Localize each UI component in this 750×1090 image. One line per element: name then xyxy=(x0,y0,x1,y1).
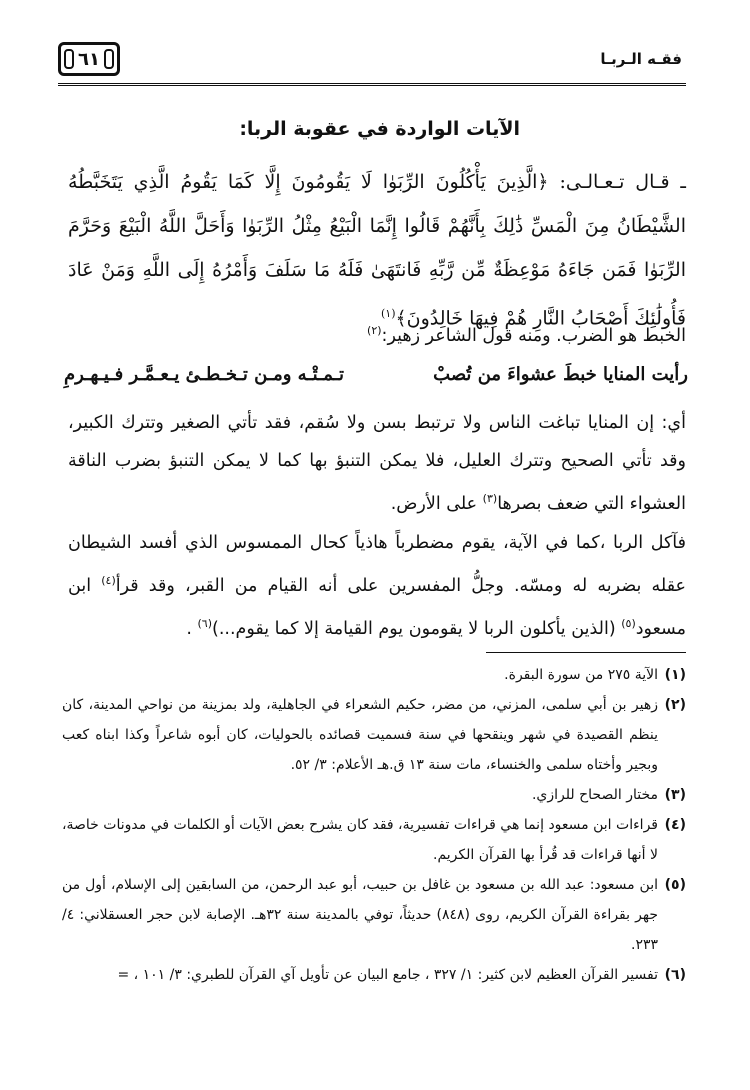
definition-text: الخبط هو الضرب. ومنه قول الشاعر زهير: xyxy=(381,325,686,346)
poem-verse xyxy=(64,364,688,385)
footnote-number: (٤) xyxy=(664,817,686,833)
footnote-number: (٦) xyxy=(664,967,686,983)
footnote-ref-2: (٢) xyxy=(367,324,382,337)
footnote-number: (٣) xyxy=(664,787,686,803)
footnote-item xyxy=(62,870,686,960)
section-heading: الآيات الواردة في عقوبة الربا: xyxy=(239,118,520,140)
explanation-paragraph xyxy=(68,404,686,523)
poem-first-hemistich: رأيت المنايا خبطَ عشواءَ من تُصبْ xyxy=(433,364,688,385)
footnote-ref-6: (٦) xyxy=(197,616,212,630)
footnote-text: تفسير القرآن العظيم لابن كثير: ١/ ٣٢٧ ، جامع البيان عن تأويل آي القرآن للطبري: ٣/ ١٠١ ، = xyxy=(117,967,658,983)
footnote-number: (٥) xyxy=(664,877,686,893)
footnote-item xyxy=(62,690,686,780)
footnote-text: قراءات ابن مسعود إنما هي قراءات تفسيرية، فقد كان يشرح بعض الآيات أو الكلمات في مدونات خاصة، لا أنها قراءات قد قُرأ بها القرآن الكريم. xyxy=(62,817,658,863)
poem-second-hemistich: تـمـتْـه ومـن تـخـطـئ يـعـمَّـر فـيـهـرمِ xyxy=(64,364,344,385)
footnote-ref-1: (١) xyxy=(381,307,396,320)
page-number-badge: ٦١ xyxy=(58,42,120,76)
footnote-text: مختار الصحاح للرازي. xyxy=(531,787,658,803)
footnote-item xyxy=(62,960,686,990)
footnote-number: (٢) xyxy=(664,697,686,713)
footnote-item xyxy=(62,660,686,690)
footnote-ref-3: (٣) xyxy=(482,492,498,505)
header-divider xyxy=(58,83,686,86)
running-header-title: فقـه الـربـا xyxy=(600,50,682,68)
footnote-ref-4: (٤) xyxy=(101,574,116,587)
footnote-text: زهير بن أبي سلمى، المزني، من مضر، حكيم الشعراء في الجاهلية، ولد بمزينة من نواحي المدينة، كان ينظم القصيدة في شهر وينقحها في سنة فسميت قصائده بالحوليات، كان أبوه شاعراً وكذا ابناه كعب وبجير وأختاه سلمى والخنساء، مات سنة ١٣ ق.هـ الأعلام: ٣/ ٥٢. xyxy=(62,697,658,773)
explanation-text-end: على الأرض. xyxy=(390,493,483,514)
footnote-number: (١) xyxy=(664,667,686,683)
footnote-ref-5: (٥) xyxy=(621,616,636,630)
footnote-item xyxy=(62,810,686,870)
footnote-item xyxy=(62,780,686,810)
footnote-text: الآية ٢٧٥ من سورة البقرة. xyxy=(504,667,658,683)
verse-text: ﴿الَّذِينَ يَأْكُلُونَ الرِّبَوٰا لَا يَقُومُونَ إِلَّا كَمَا يَقُومُ الَّذِي يَتَخَبَّطُهُ الشَّيْطَانُ مِنَ الْمَسِّ ذَٰلِكَ بِأَنَّهُمْ قَالُوا إِنَّمَا الْبَيْعُ مِثْلُ الرِّبَوٰا وَأَحَلَّ اللَّهُ الْبَيْعَ وَحَرَّمَ الرِّبَوٰا فَمَن جَاءَهُ مَوْعِظَةٌ مِّن رَّبِّهِ فَانتَهَىٰ فَلَهُ مَا سَلَفَ وَأَمْرُهُ إِلَى اللَّهِ وَمَنْ عَادَ فَأُولَٰئِكَ أَصْحَابُ النَّارِ هُمْ فِيهَا خَالِدُونَ﴾ xyxy=(68,171,686,330)
interpretation-text-2: ابن مسعود xyxy=(68,575,686,639)
explanation-text: أي: إن المنايا تباغت الناس ولا ترتبط بسن ولا سُقم، فقد تأتي الصغير وتترك الكبير، وقد تأتي الصحيح وتترك العليل، فلا يمكن التنبؤ بها كما لا يمكن التنبؤ بضرب الناقة العشواء التي ضعف بصرها xyxy=(68,413,686,514)
verse-intro: ـ قـال تـعـالـى: xyxy=(548,171,686,193)
interpretation-end: . xyxy=(186,618,198,639)
interpretation-quote: (الذين يأكلون الربا لا يقومون يوم القيامة إلا كما يقوم...) xyxy=(212,618,622,639)
definition-paragraph xyxy=(68,312,686,355)
interpretation-paragraph xyxy=(68,524,686,648)
footnotes-list xyxy=(62,660,686,990)
interpretation-text: فآكل الربا ،كما في الآية، يقوم مضطرباً هاذياً كحال الممسوس الذي أفسد الشيطان عقله بضربه له ومسّه. وجلُّ المفسرين على أنه القيام من القبر، وقد قرأ xyxy=(68,533,686,596)
footnote-divider xyxy=(486,652,686,653)
footnote-text: ابن مسعود: عبد الله بن مسعود بن غافل بن حبيب، أبو عبد الرحمن، من السابقين إلى الإسلام، أول من جهر بقراءة القرآن الكريم، روى (٨٤٨) حديثاً، توفي بالمدينة سنة ٣٢هـ. الإصابة لابن حجر العسقلاني: ٤/ ٢٣٣. xyxy=(62,877,658,953)
